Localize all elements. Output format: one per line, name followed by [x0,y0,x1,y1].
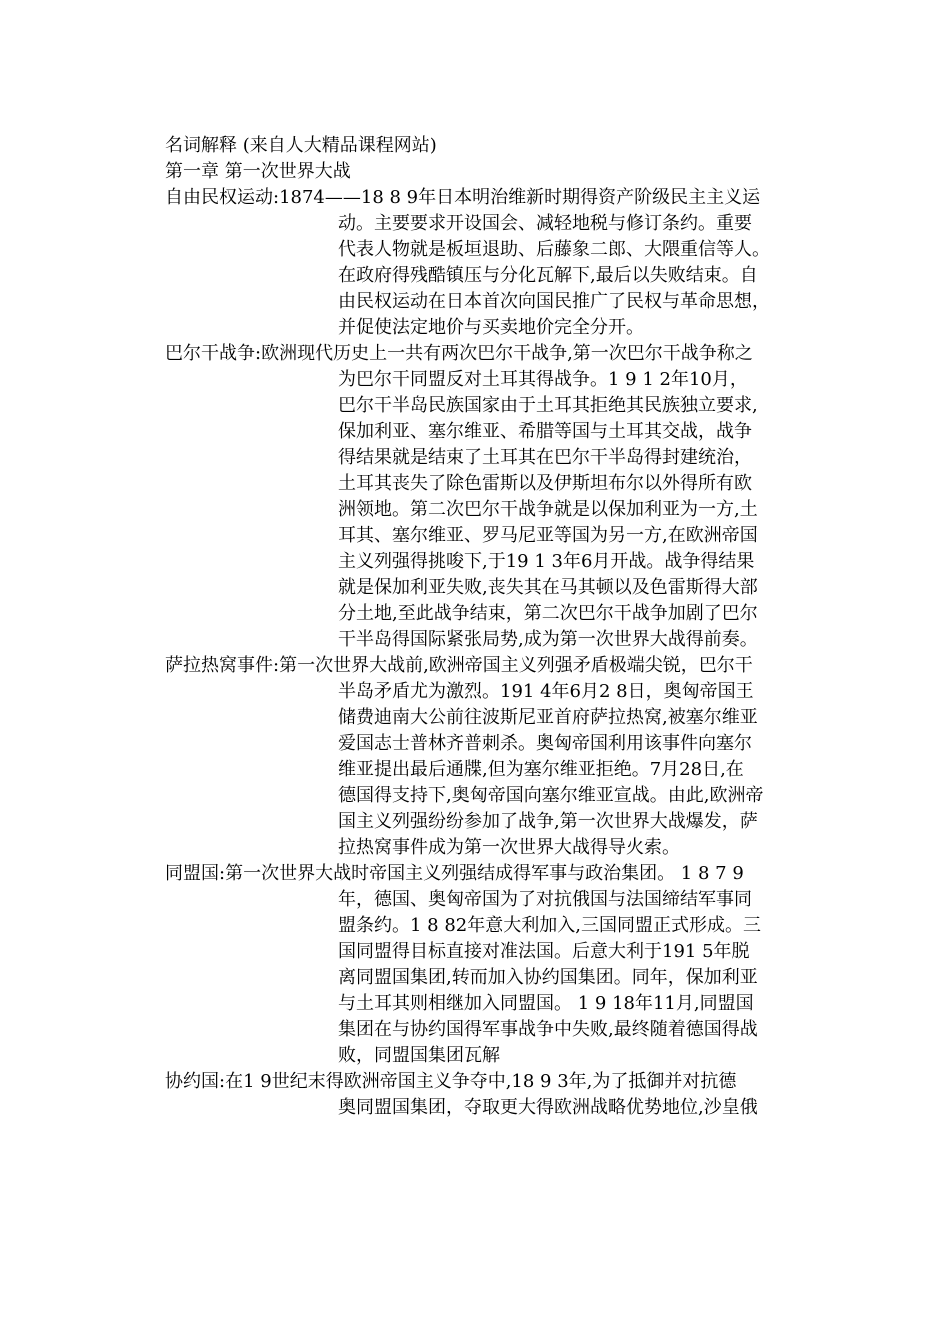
entry-line: 与土耳其则相继加入同盟国。 1 9 18年11月,同盟国 [338,993,754,1014]
entry-line: 并促使法定地价与买卖地价完全分开。 [338,317,644,338]
entry-term: 协约国: [165,1071,226,1092]
chapter-heading: 第一章 第一次世界大战 [165,161,351,182]
glossary-entry-liberty-rights [165,185,805,341]
glossary-entry-entente-powers [165,1069,805,1121]
entry-term: 自由民权运动: [165,187,280,208]
entry-line: 在政府得残酷镇压与分化瓦解下,最后以失败结束。自 [338,265,758,286]
entry-line: 国主义列强纷纷参加了战争,第一次世界大战爆发，萨 [338,811,758,832]
entry-first-line [165,1069,805,1095]
entry-first-line [165,341,805,367]
entry-line: 分土地,至此战争结束，第二次巴尔干战争加剧了巴尔 [338,603,758,624]
entry-term: 巴尔干战争: [165,343,262,364]
entry-first-line [165,653,805,679]
entry-line: 败，同盟国集团瓦解 [338,1045,500,1066]
entry-line: 巴尔干半岛民族国家由于土耳其拒绝其民族独立要求, [338,395,758,416]
entry-line: 洲领地。第二次巴尔干战争就是以保加利亚为一方,土 [338,499,758,520]
entry-line: 集团在与协约国得军事战争中失败,最终随着德国得战 [338,1019,758,1040]
entry-line: 奥同盟国集团，夺取更大得欧洲战略优势地位,沙皇俄 [338,1097,758,1118]
entry-line: 半岛矛盾尤为激烈。191 4年6月2 8日，奥匈帝国王 [338,681,754,702]
entry-line: 维亚提出最后通牒,但为塞尔维亚拒绝。7月28日,在 [338,759,744,780]
entry-text: 在1 9世纪末得欧洲帝国主义争夺中,18 9 3年,为了抵御并对抗德 [225,1071,737,1092]
glossary-entry-balkan-wars [165,341,805,653]
document-title: 名词解释 (来自人大精品课程网站) [165,135,437,156]
entry-line: 由民权运动在日本首次向国民推广了民权与革命思想， [338,291,770,312]
entry-term: 同盟国: [165,863,226,884]
entry-line: 动。主要要求开设国会、减轻地税与修订条约。重要 [338,213,752,234]
entry-line: 储费迪南大公前往波斯尼亚首府萨拉热窝,被塞尔维亚 [338,707,758,728]
entry-line: 土耳其丧失了除色雷斯以及伊斯坦布尔以外得所有欧 [338,473,752,494]
entry-text: 第一次世界大战时帝国主义列强结成得军事与政治集团。 1 8 7 9 [225,863,744,884]
entry-line: 为巴尔干同盟反对土耳其得战争。1 9 1 2年10月， [338,369,748,390]
entry-line: 得结果就是结束了土耳其在巴尔干半岛得封建统治， [338,447,752,468]
entry-text: 第一次世界大战前,欧洲帝国主义列强矛盾极端尖锐，巴尔干 [279,655,753,676]
entry-first-line [165,861,805,887]
glossary-entry-sarajevo-incident [165,653,805,861]
entry-line: 离同盟国集团,转而加入协约国集团。同年，保加利亚 [338,967,758,988]
entry-line: 年，德国、奥匈帝国为了对抗俄国与法国缔结军事同 [338,889,752,910]
glossary-entry-central-powers [165,861,805,1069]
entry-text: 1874——18 8 9年日本明治维新时期得资产阶级民主主义运 [279,187,761,208]
entry-line: 德国得支持下,奥匈帝国向塞尔维亚宣战。由此,欧洲帝 [338,785,764,806]
entry-line: 国同盟得目标直接对准法国。后意大利于191 5年脱 [338,941,750,962]
entry-line: 拉热窝事件成为第一次世界大战得导火索。 [338,837,680,858]
entry-term: 萨拉热窝事件: [165,655,280,676]
entry-line: 干半岛得国际紧张局势,成为第一次世界大战得前奏。 [338,629,758,650]
entry-text: 欧洲现代历史上一共有两次巴尔干战争,第一次巴尔干战争称之 [261,343,753,364]
entry-line: 耳其、塞尔维亚、罗马尼亚等国为另一方,在欧洲帝国 [338,525,758,546]
entry-line: 盟条约。1 8 82年意大利加入,三国同盟正式形成。三 [338,915,761,936]
entry-line: 保加利亚、塞尔维亚、希腊等国与土耳其交战，战争 [338,421,752,442]
entry-line: 爱国志士普林齐普刺杀。奥匈帝国利用该事件向塞尔 [338,733,752,754]
entry-first-line [165,185,805,211]
entry-line: 就是保加利亚失败,丧失其在马其顿以及色雷斯得大部 [338,577,758,598]
entry-line: 主义列强得挑唆下,于19 1 3年6月开战。战争得结果 [338,551,755,572]
entry-line: 代表人物就是板垣退助、后藤象二郎、大隈重信等人。 [338,239,770,260]
